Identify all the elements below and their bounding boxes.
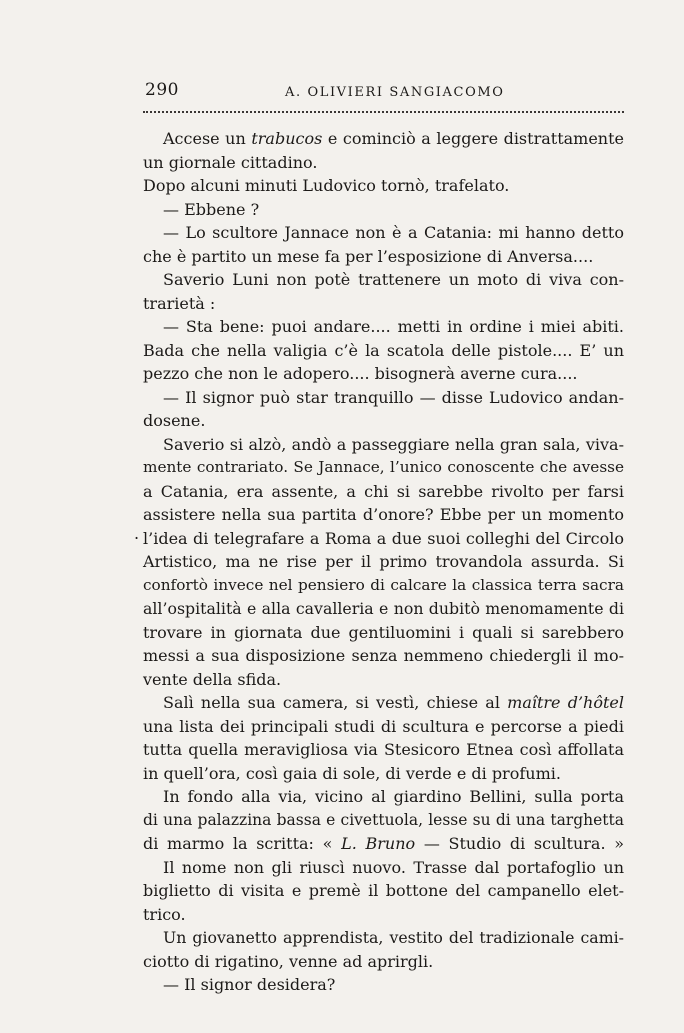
- text-line: [143, 715, 624, 739]
- text-run: Un giovanetto apprendista, vestito del tradizionale cami-: [163, 928, 624, 947]
- text-line: [143, 597, 624, 621]
- text-line: [143, 386, 624, 410]
- text-line: [143, 644, 624, 668]
- text-run: — Lo scultore Jannace non è a Catania: mi hanno detto: [163, 223, 624, 242]
- text-line: [143, 198, 624, 222]
- text-run: Accese un: [163, 129, 252, 148]
- text-line: [143, 456, 624, 480]
- text-run: ciotto di rigatino, venne ad aprirgli.: [143, 951, 434, 971]
- text-line: [143, 762, 624, 786]
- running-head: A. OLIVIERI SANGIACOMO: [285, 85, 505, 100]
- text-run: Salì nella sua camera, si vestì, chiese al: [163, 693, 508, 712]
- text-run: in quell’ora, così gaia di sole, di verde e di profumi.: [143, 763, 561, 783]
- text-run: — Studio di scultura. »: [415, 834, 624, 853]
- text-line: [143, 832, 624, 856]
- text-run: confortò invece nel pensiero di calcare la classica terra sacra: [143, 575, 624, 594]
- text-line: [143, 668, 624, 692]
- text-line: [143, 480, 624, 504]
- page-header: [145, 80, 622, 110]
- text-line: [143, 785, 624, 809]
- text-line: [143, 856, 624, 880]
- text-line: [143, 950, 624, 974]
- text-run: trovare in giornata due gentiluomini i quali si sarebbero: [143, 622, 624, 642]
- text-run: mente contrariato. Se Jannace, l’unico conoscente che avesse: [143, 458, 624, 476]
- text-line: [143, 362, 624, 386]
- text-run: tutta quella meravigliosa via Stesicoro Etnea così affollata: [143, 740, 624, 759]
- text-line: [143, 550, 624, 574]
- text-run: trico.: [143, 904, 186, 924]
- text-run: Dopo alcuni minuti Ludovico tornò, trafelato.: [143, 176, 510, 195]
- text-line: [143, 292, 624, 316]
- text-line: [143, 174, 624, 198]
- text-line: [143, 691, 624, 715]
- text-line: [143, 409, 624, 433]
- text-line: [143, 574, 624, 598]
- text-line: [143, 527, 624, 551]
- text-line: [143, 809, 624, 833]
- text-line: [143, 268, 624, 292]
- text-run: che è partito un mese fa per l’esposizione di Anversa....: [143, 246, 594, 266]
- text-run: l’idea di telegrafare a Roma a due suoi colleghi del Circolo: [143, 528, 624, 548]
- text-run: di marmo la scritta: «: [143, 834, 342, 853]
- italic-run: maître d’hôtel: [507, 693, 624, 712]
- text-run: biglietto di visita e premè il bottone del campanello elet-: [143, 881, 624, 900]
- text-line: [143, 433, 624, 457]
- text-run: messi a sua disposizione senza nemmeno chiedergli il mo-: [143, 646, 624, 665]
- text-line: [143, 926, 624, 950]
- body-text: [143, 127, 624, 997]
- italic-run: L. Bruno: [341, 834, 416, 853]
- text-line: [143, 879, 624, 903]
- header-rule: [143, 111, 624, 113]
- text-line: [143, 903, 624, 927]
- text-run: — Il signor desidera?: [163, 975, 336, 994]
- text-run: Saverio si alzò, andò a passeggiare nella gran sala, viva-: [163, 434, 624, 454]
- text-run: trarietà :: [143, 293, 216, 313]
- text-run: assistere nella sua partita d’onore? Ebbe per un momento: [143, 505, 624, 524]
- text-run: di una palazzina bassa e civettuola, lesse su di una targhetta: [143, 810, 624, 829]
- text-run: una lista dei principali studi di scultura e percorse a piedi: [143, 716, 624, 736]
- text-run: pezzo che non le adopero.... bisognerà averne cura....: [143, 364, 578, 383]
- text-line: [143, 738, 624, 762]
- text-line: [143, 973, 624, 997]
- text-run: Saverio Luni non potè trattenere un moto di viva con-: [163, 270, 624, 289]
- text-run: In fondo alla via, vicino al giardino Bellini, sulla porta: [163, 787, 624, 806]
- text-line: [143, 127, 624, 151]
- text-run: e cominciò a leggere distrattamente: [322, 129, 625, 148]
- text-run: — Sta bene: puoi andare.... metti in ordine i miei abiti.: [163, 317, 624, 336]
- text-line: [143, 245, 624, 269]
- text-run: Il nome non gli riuscì nuovo. Trasse dal portafoglio un: [163, 857, 624, 877]
- italic-run: trabucos: [251, 129, 323, 148]
- page-number: 290: [145, 80, 179, 100]
- margin-dot: .: [134, 524, 140, 543]
- text-run: — Ebbene ?: [163, 199, 260, 219]
- text-line: [143, 151, 624, 175]
- text-run: dosene.: [143, 411, 206, 430]
- text-line: [143, 315, 624, 339]
- text-line: [143, 339, 624, 363]
- text-run: Artistico, ma ne rise per il primo trovandola assurda. Si: [143, 552, 624, 571]
- text-run: — Il signor può star tranquillo — disse Ludovico andan-: [163, 387, 624, 407]
- text-line: [143, 503, 624, 527]
- text-run: un giornale cittadino.: [143, 152, 318, 172]
- text-run: vente della sfida.: [143, 669, 282, 689]
- text-run: Bada che nella valigia c’è la scatola delle pistole.... E’ un: [143, 340, 624, 360]
- text-line: [143, 221, 624, 245]
- text-run: a Catania, era assente, a chi si sarebbe rivolto per farsi: [143, 481, 624, 501]
- text-line: [143, 621, 624, 645]
- text-run: all’ospitalità e alla cavalleria e non dubitò menomamente di: [143, 599, 624, 618]
